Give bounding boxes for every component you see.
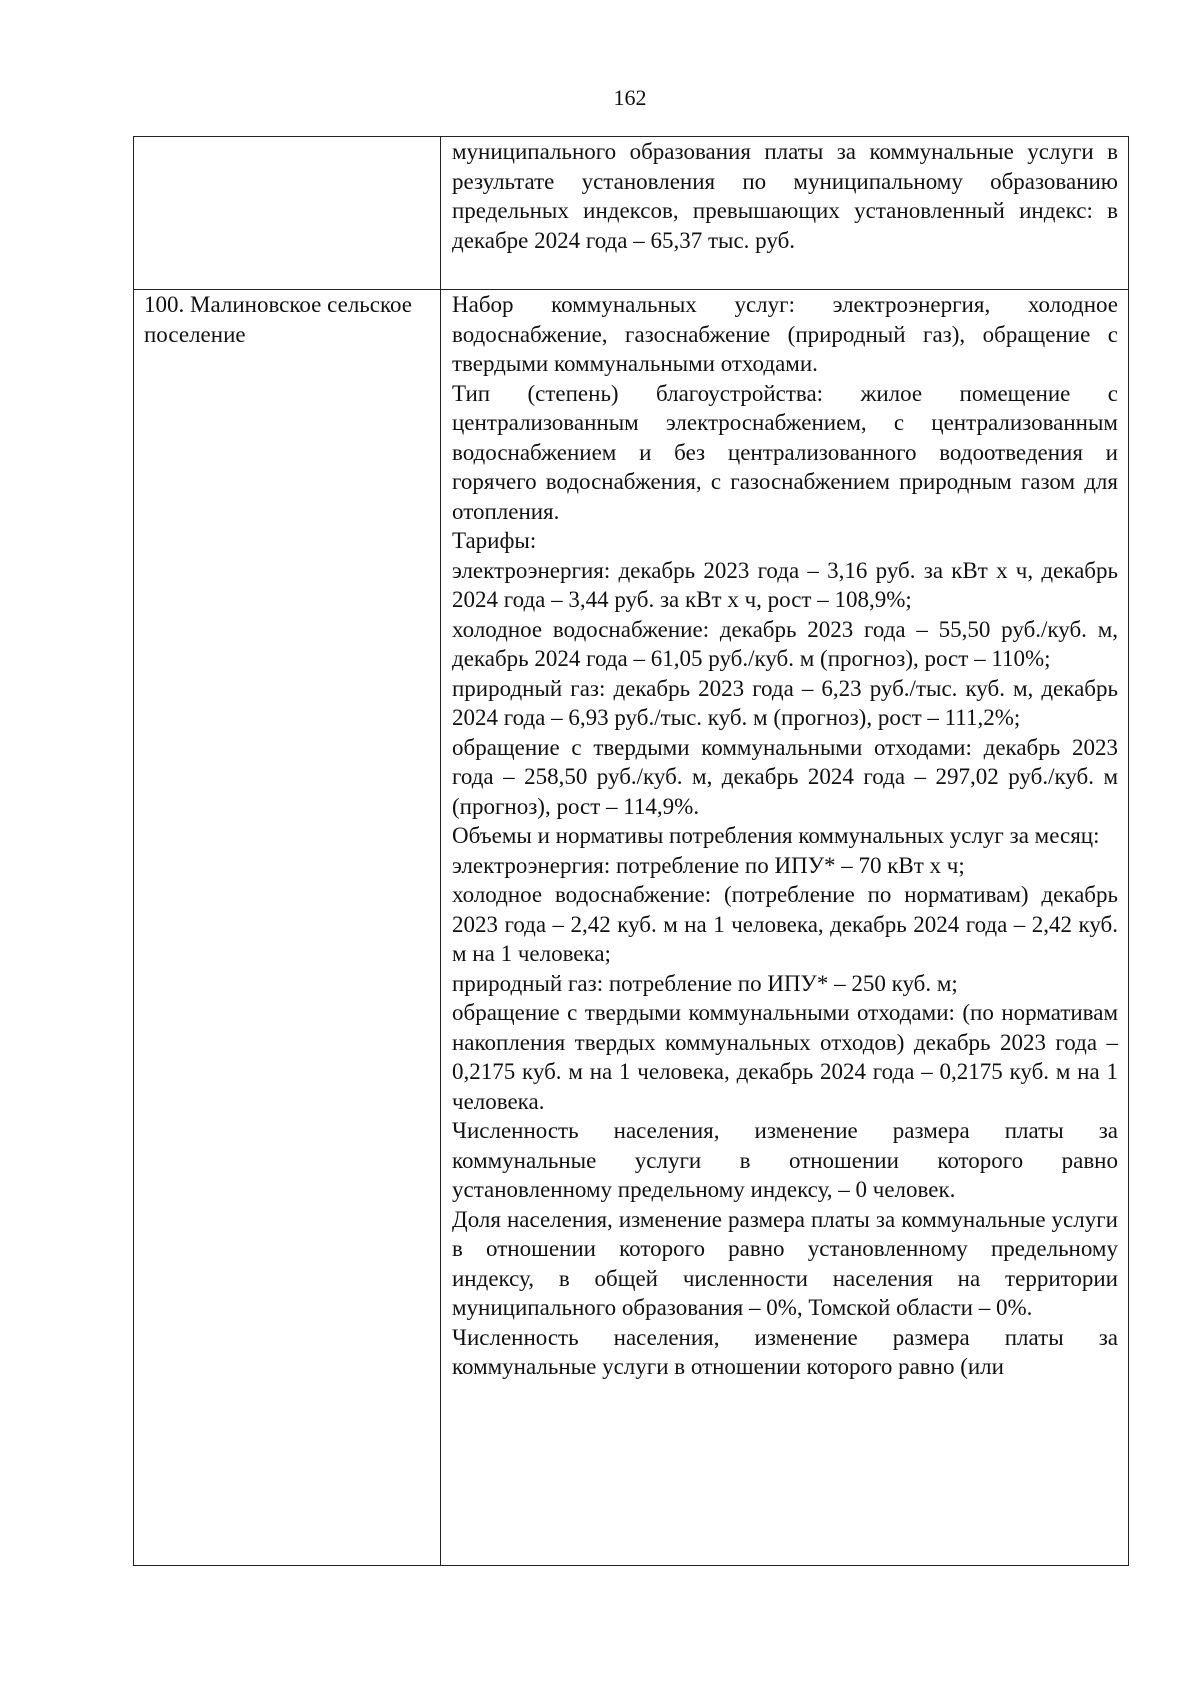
table-row xyxy=(134,290,1129,1566)
paragraph: Тарифы: xyxy=(452,528,537,553)
paragraph: обращение с твердыми коммунальными отходами: (по нормативам накопления твердых коммунальных отходов) декабрь 2023 года – 0,2175 куб. м на 1 человека, декабрь 2024 года – 0,2175 куб. м на 1 человека. xyxy=(452,1000,1118,1114)
paragraph: Численность населения, изменение размера платы за коммунальные услуги в отношении которого равно установленному предельному индексу, – 0 человек. xyxy=(452,1118,1118,1202)
municipality-cell xyxy=(134,290,441,1566)
paragraph: муниципального образования платы за коммунальные услуги в результате установления по муниципальному образованию предельных индексов, превышающих установленный индекс: в декабре 2024 года – 65,37 тыс. руб. xyxy=(452,139,1118,253)
paragraph: Объемы и нормативы потребления коммунальных услуг за месяц: xyxy=(452,823,1100,848)
paragraph: электроэнергия: декабрь 2023 года – 3,16 руб. за кВт х ч, декабрь 2024 года – 3,44 руб. за кВт х ч, рост – 108,9%; xyxy=(452,557,1118,612)
description-cell xyxy=(441,137,1129,290)
paragraph: обращение с твердыми коммунальными отходами: декабрь 2023 года – 258,50 руб./куб. м, декабрь 2024 года – 297,02 руб./куб. м (прогноз), рост – 114,9%. xyxy=(452,734,1118,819)
description-cell xyxy=(441,290,1129,1566)
paragraph: Численность населения, изменение размера платы за коммунальные услуги в отношении которого равно (или xyxy=(452,1324,1118,1379)
paragraph: природный газ: декабрь 2023 года – 6,23 руб./тыс. куб. м, декабрь 2024 года – 6,93 руб./тыс. куб. м (прогноз), рост – 111,2%; xyxy=(452,675,1118,730)
paragraph: Тип (степень) благоустройства: жилое помещение с централизованным электроснабжением, с централизованным водоснабжением и без централизованного водоотведения и горячего водоснабжения, с газоснабжением природным газом для отопления. xyxy=(452,380,1118,524)
municipality-table xyxy=(133,136,1129,1566)
paragraph: холодное водоснабжение: декабрь 2023 года – 55,50 руб./куб. м, декабрь 2024 года – 61,05 руб./куб. м (прогноз), рост – 110%; xyxy=(452,616,1118,671)
paragraph: холодное водоснабжение: (потребление по нормативам) декабрь 2023 года – 2,42 куб. м на 1 человека, декабрь 2024 года – 2,42 куб. м на 1 человека; xyxy=(452,882,1118,966)
municipality-cell-empty xyxy=(134,137,441,290)
paragraph: природный газ: потребление по ИПУ* – 250 куб. м; xyxy=(452,970,958,996)
paragraph: Доля населения, изменение размера платы за коммунальные услуги в отношении которого равно установленному предельному индексу, в общей численности населения на территории муниципального образования – 0%, Томской области – 0%. xyxy=(452,1206,1118,1320)
municipality-name: 100. Малиновское сельское поселение xyxy=(144,292,413,347)
paragraph: электроэнергия: потребление по ИПУ* – 70 кВт х ч; xyxy=(452,852,965,878)
page-number: 162 xyxy=(613,85,647,110)
paragraph: Набор коммунальных услуг: электроэнергия, холодное водоснабжение, газоснабжение (природный газ), обращение с твердыми коммунальными отходами. xyxy=(452,292,1118,376)
table-row xyxy=(134,137,1129,290)
